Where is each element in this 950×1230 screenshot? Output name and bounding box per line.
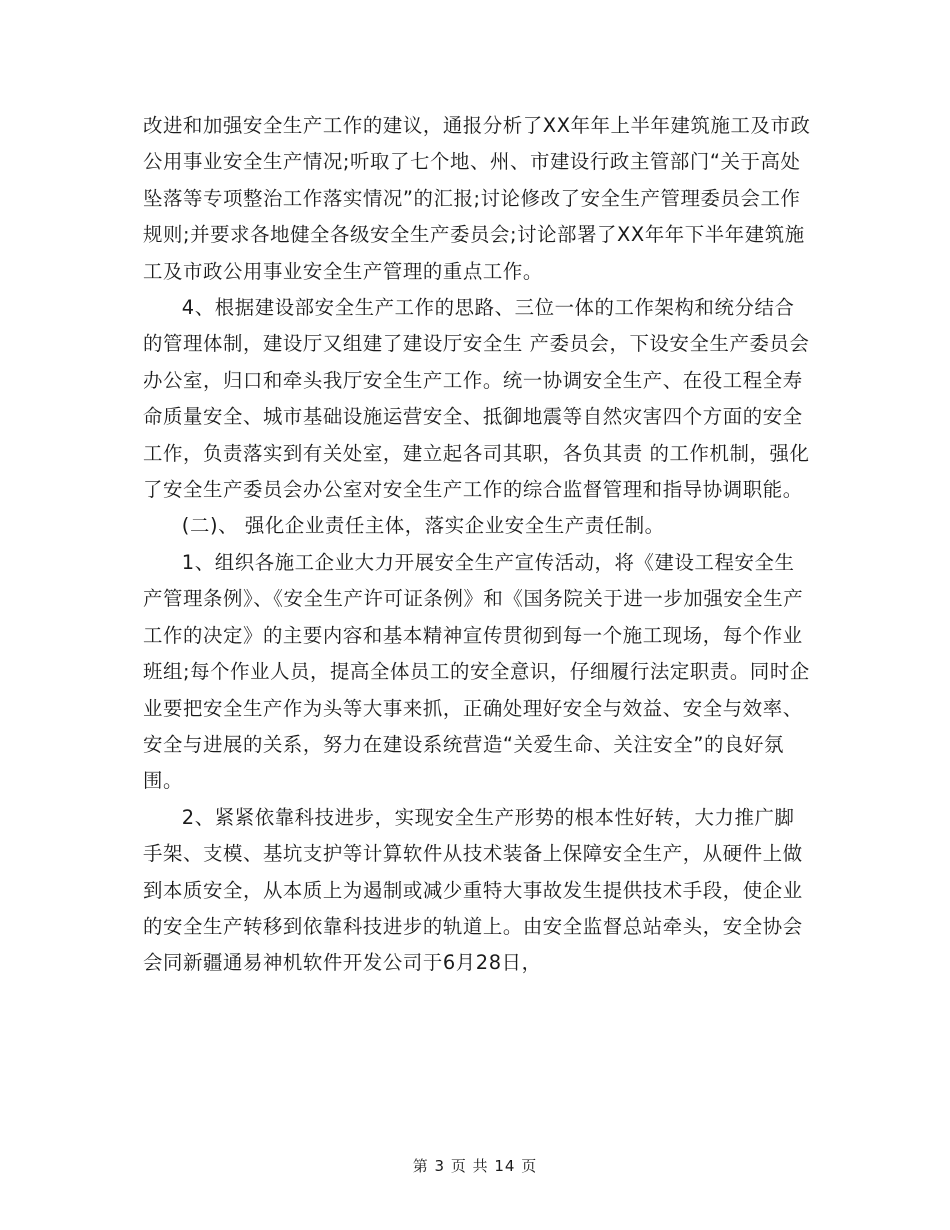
paragraph-item-4: 4、根据建设部安全生产工作的思路、三位一体的工作架构和统分结合的管理体制，建设厅又组建了建设厅安全生 产委员会，下设安全生产委员会办公室，归口和牵头我厅安全生产工作。统一协调安全生产、在役工程全寿命质量安全、城市基础设施运营安全、抵御地震等自然灾害四个方面的安全工作，负责落实到有关处室，建立起各司其职，各负其责 的工作机制，强化了安全生产委员会办公室对安全生产工作的综合监督管理和指导协调职能。 (143, 296, 810, 502)
paragraph-item-1: 1、组织各施工企业大力开展安全生产宣传活动，将《建设工程安全生产管理条例》、《安全生产许可证条例》和《国务院关于进一步加强安全生产工作的决定》的主要内容和基本精神宣传贯彻到每一个施工现场，每个作业班组;每个作业人员，提高全体员工的安全意识，仔细履行法定职责。同时企业要把安全生产作为头等大事来抓，正确处理好安全与效益、安全与效率、安全与进展的关系，努力在建设系统营造“关爱生命、关注安全”的良好氛围。 (143, 550, 810, 793)
paragraph-item-2: 2、紧紧依靠科技进步，实现安全生产形势的根本性好转，大力推广脚手架、支模、基坑支护等计算软件从技术装备上保障安全生产，从硬件上做到本质安全，从本质上为遏制或减少重特大事故发生提供技术手段，使企业的安全生产转移到依靠科技进步的轨道上。由安全监督总站牵头，安全协会会同新疆通易神机软件开发公司于6月28日， (143, 805, 803, 975)
section-heading: (二)、 强化企业责任主体，落实企业安全生产责任制。 (181, 514, 665, 538)
paragraph-continuation: 改进和加强安全生产工作的建议，通报分析了XX年年上半年建筑施工及市政公用事业安全生产情况;听取了七个地、州、市建设行政主管部门“关于高处坠落等专项整治工作落实情况”的汇报;讨论修改了安全生产管理委员会工作规则;并要求各地健全各级安全生产委员会;讨论部署了XX年年下半年建筑施工及市政公用事业安全生产管理的重点工作。 (143, 114, 811, 283)
page-number: 第 3 页 共 14 页 (412, 1157, 538, 1175)
page-footer (0, 1156, 950, 1176)
body-text (143, 108, 813, 982)
